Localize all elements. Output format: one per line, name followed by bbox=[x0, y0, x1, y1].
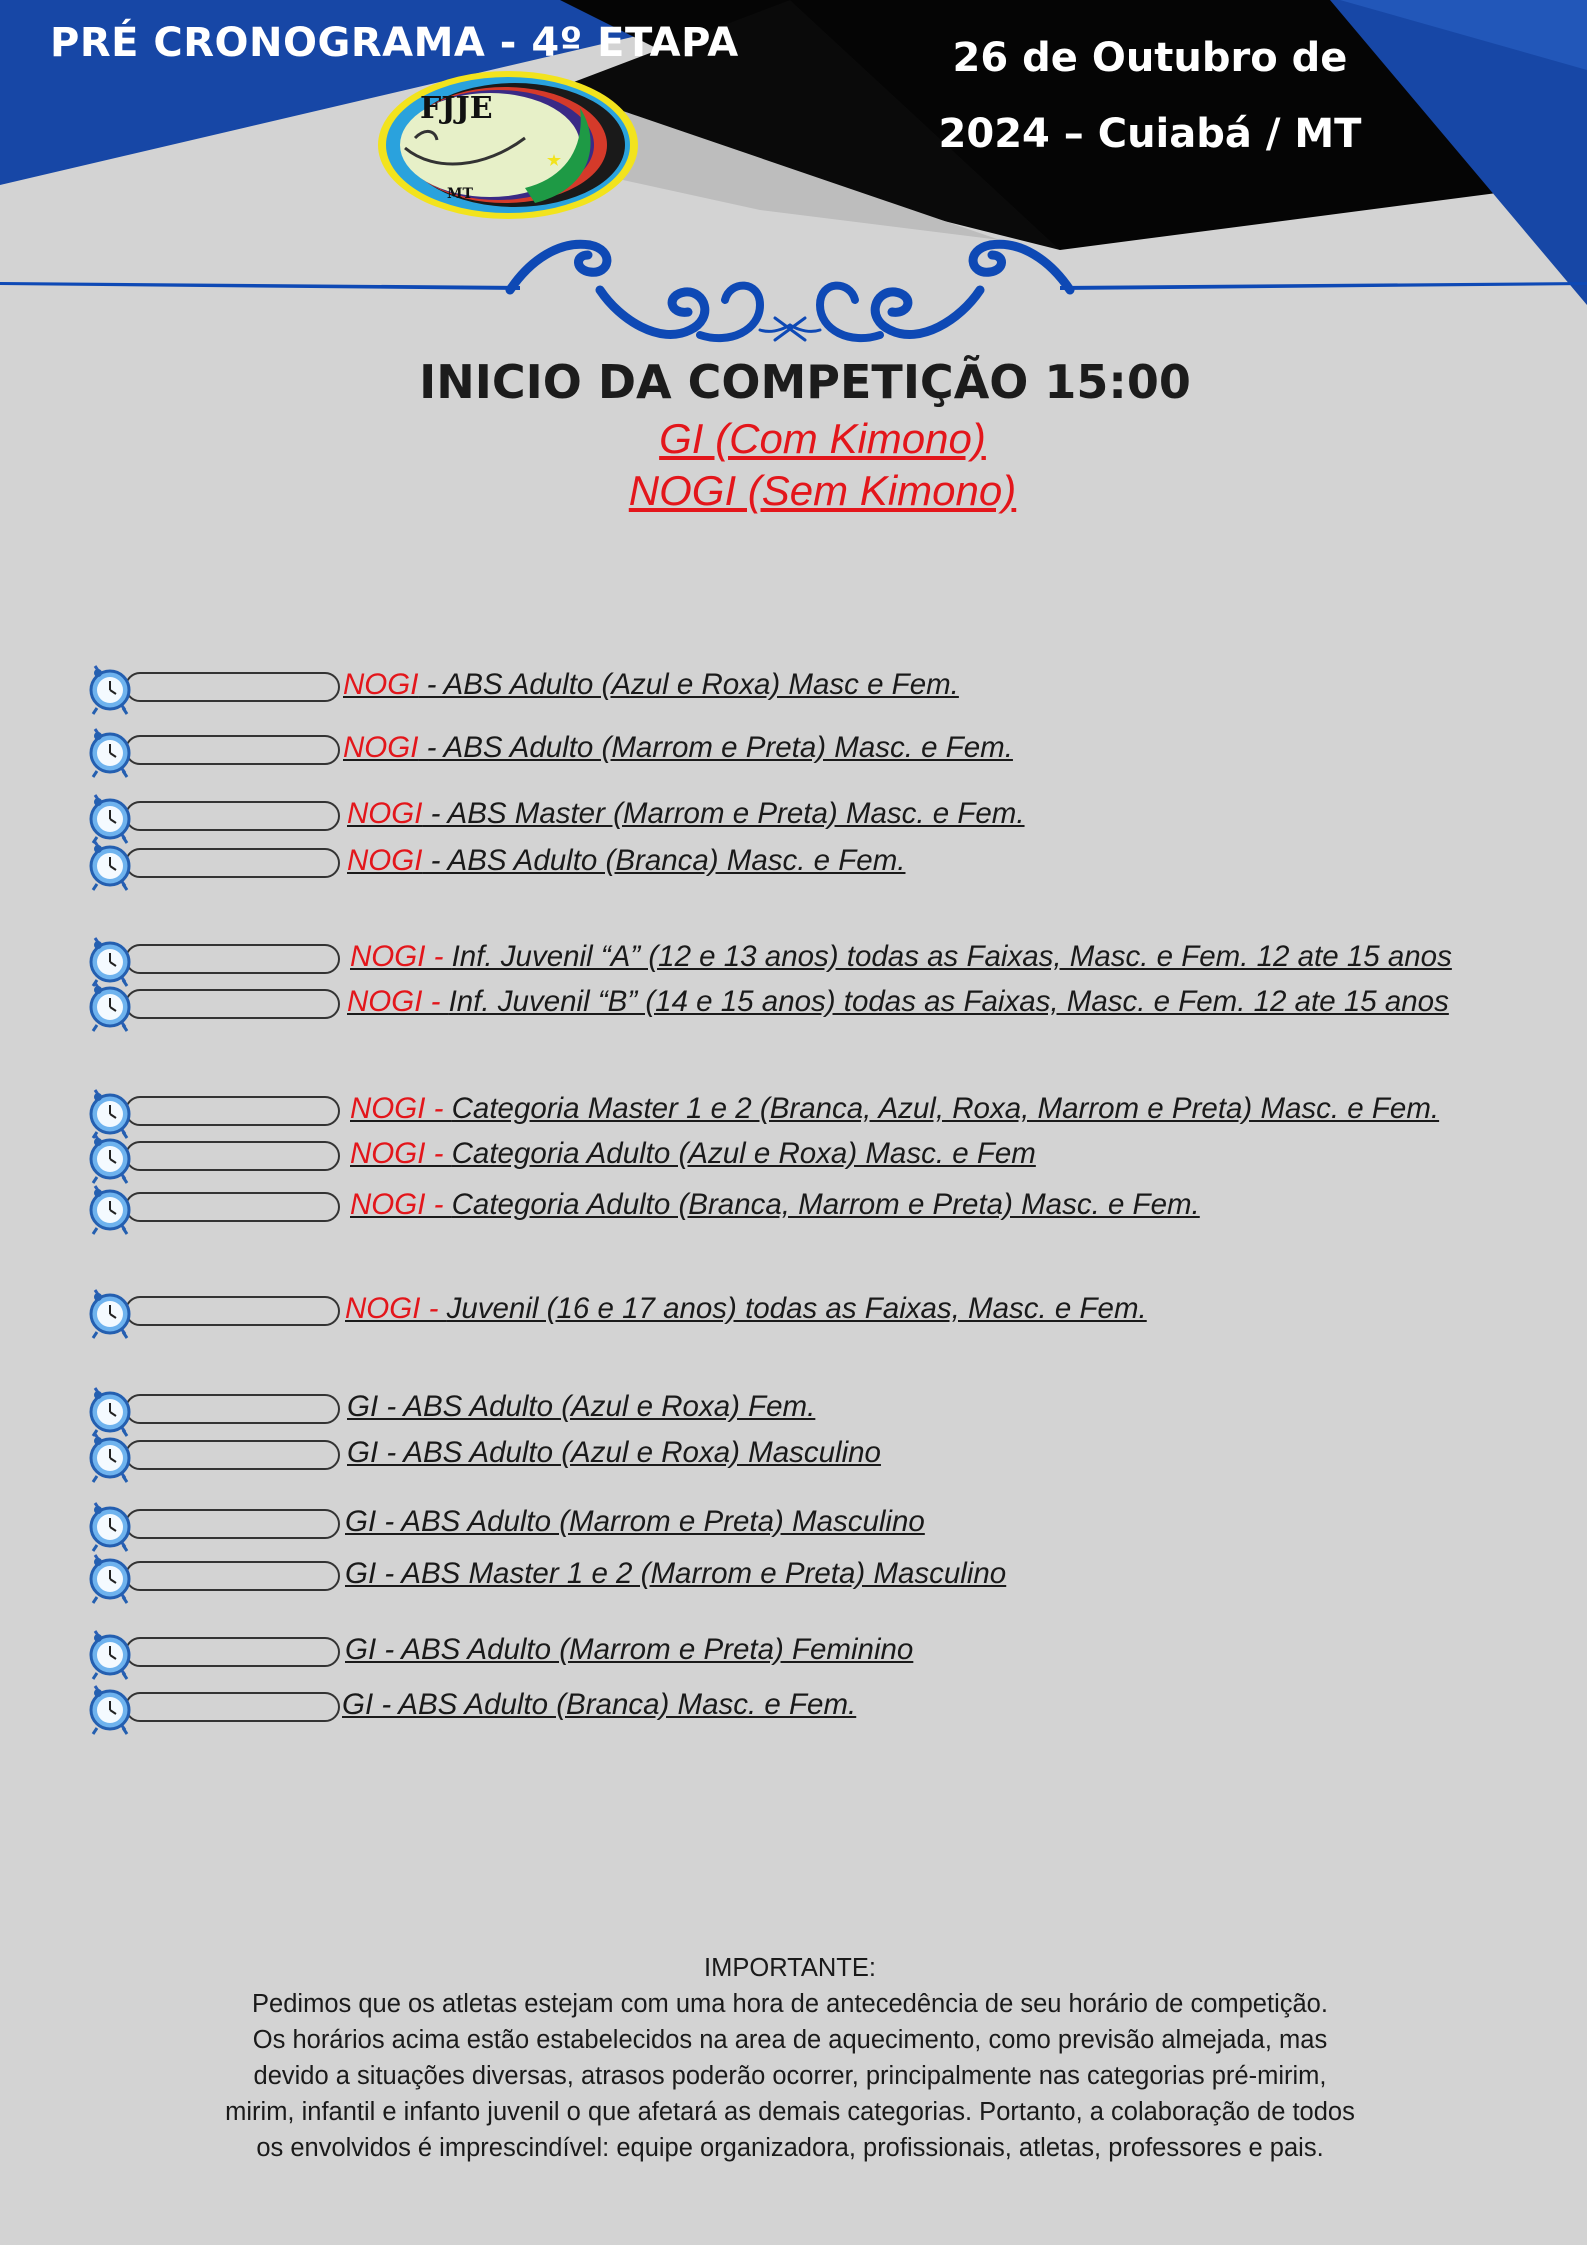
schedule-row bbox=[85, 1688, 1565, 1738]
important-notice bbox=[90, 1950, 1490, 2166]
schedule-row bbox=[85, 1505, 1565, 1555]
alarm-clock-icon bbox=[85, 723, 135, 779]
time-slot-field bbox=[125, 1141, 340, 1171]
entry-label: Categoria Adulto (Branca, Marrom e Preta) Masc. e Fem. bbox=[451, 1188, 1200, 1221]
time-slot-field bbox=[125, 735, 340, 765]
schedule-entry-text bbox=[345, 1633, 913, 1667]
entry-prefix: NOGI - bbox=[350, 1092, 452, 1125]
alarm-clock-icon bbox=[85, 836, 135, 892]
notice-line: Pedimos que os atletas estejam com uma hora de antecedência de seu horário de competição. bbox=[252, 1990, 1328, 2018]
schedule-row bbox=[85, 1292, 1565, 1342]
schedule-row bbox=[85, 1188, 1565, 1238]
alarm-clock-icon bbox=[85, 1549, 135, 1605]
time-slot-field bbox=[125, 1561, 340, 1591]
entry-label: GI - ABS Master 1 e 2 (Marrom e Preta) Masculino bbox=[345, 1557, 1007, 1590]
date-line-2: 2024 – Cuiabá / MT bbox=[938, 111, 1362, 157]
alarm-clock-icon bbox=[85, 1625, 135, 1681]
entry-prefix: NOGI - bbox=[350, 1137, 452, 1170]
schedule-row bbox=[85, 1390, 1565, 1440]
important-heading: IMPORTANTE: bbox=[704, 1954, 876, 1982]
schedule-row bbox=[85, 985, 1565, 1035]
schedule-row bbox=[85, 797, 1565, 847]
schedule-entry-text bbox=[347, 797, 1025, 831]
time-slot-field bbox=[125, 1394, 340, 1424]
entry-label: GI - ABS Adulto (Azul e Roxa) Fem. bbox=[347, 1390, 816, 1423]
entry-prefix: NOGI bbox=[343, 731, 419, 764]
alarm-clock-icon bbox=[85, 1284, 135, 1340]
time-slot-field bbox=[125, 801, 340, 831]
time-slot-field bbox=[125, 672, 340, 702]
schedule-row bbox=[85, 1436, 1565, 1486]
alarm-clock-icon bbox=[85, 660, 135, 716]
entry-label: Categoria Adulto (Azul e Roxa) Masc. e Fem bbox=[451, 1137, 1036, 1170]
entry-label: - ABS Adulto (Branca) Masc. e Fem. bbox=[422, 844, 906, 877]
entry-label: GI - ABS Adulto (Branca) Masc. e Fem. bbox=[342, 1688, 857, 1721]
fjje-logo bbox=[375, 68, 641, 222]
time-slot-field bbox=[125, 989, 340, 1019]
entry-label: Juvenil (16 e 17 anos) todas as Faixas, Masc. e Fem. bbox=[446, 1292, 1147, 1325]
entry-prefix: NOGI - bbox=[347, 985, 449, 1018]
schedule-entry-text bbox=[350, 1092, 1439, 1126]
entry-prefix: NOGI - bbox=[350, 940, 452, 973]
nogi-mode-label: NOGI (Sem Kimono) bbox=[628, 467, 1017, 514]
schedule-row bbox=[85, 731, 1565, 781]
schedule-entry-text bbox=[345, 1292, 1147, 1326]
schedule-row bbox=[85, 1137, 1565, 1187]
entry-label: - ABS Adulto (Azul e Roxa) Masc e Fem. bbox=[418, 668, 959, 701]
time-slot-field bbox=[125, 1440, 340, 1470]
entry-prefix: NOGI - bbox=[345, 1292, 447, 1325]
entry-label: Inf. Juvenil “B” (14 e 15 anos) todas as Faixas, Masc. e Fem. 12 ate 15 anos bbox=[448, 985, 1449, 1018]
entry-prefix: NOGI - bbox=[350, 1188, 452, 1221]
alarm-clock-icon bbox=[85, 1680, 135, 1736]
schedule-row bbox=[85, 1557, 1565, 1607]
schedule-entry-text bbox=[342, 1688, 856, 1722]
time-slot-field bbox=[125, 1692, 340, 1722]
schedule-row bbox=[85, 668, 1565, 718]
time-slot-field bbox=[125, 1509, 340, 1539]
alarm-clock-icon bbox=[85, 977, 135, 1033]
time-slot-field bbox=[125, 1296, 340, 1326]
alarm-clock-icon bbox=[85, 1428, 135, 1484]
schedule-entry-text bbox=[350, 1188, 1200, 1222]
schedule-entry-text bbox=[347, 1436, 881, 1470]
entry-label: Inf. Juvenil “A” (12 e 13 anos) todas as Faixas, Masc. e Fem. 12 ate 15 anos bbox=[451, 940, 1452, 973]
entry-prefix: NOGI bbox=[347, 844, 423, 877]
schedule-row bbox=[85, 940, 1565, 990]
schedule-row bbox=[85, 844, 1565, 894]
schedule-entry-text bbox=[345, 1557, 1006, 1591]
event-date bbox=[925, 20, 1375, 172]
schedule-row bbox=[85, 1092, 1565, 1142]
gi-mode-label: GI (Com Kimono) bbox=[659, 415, 986, 462]
entry-label: GI - ABS Adulto (Azul e Roxa) Masculino bbox=[347, 1436, 881, 1469]
notice-line: mirim, infantil e infanto juvenil o que afetará as demais categorias. Portanto, a colaboração de todos bbox=[225, 2098, 1355, 2126]
competition-start-title: INICIO DA COMPETIÇÃO 15:00 bbox=[419, 355, 1191, 409]
notice-line: os envolvidos é imprescindível: equipe organizadora, profissionais, atletas, professores e pais. bbox=[256, 2134, 1324, 2162]
date-line-1: 26 de Outubro de bbox=[952, 35, 1348, 81]
entry-prefix: NOGI bbox=[347, 797, 423, 830]
alarm-clock-icon bbox=[85, 1129, 135, 1185]
schedule-entry-text bbox=[350, 1137, 1036, 1171]
time-slot-field bbox=[125, 1192, 340, 1222]
entry-label: GI - ABS Adulto (Marrom e Preta) Feminino bbox=[345, 1633, 914, 1666]
logo-name: FJJE bbox=[420, 91, 493, 126]
entry-label: - ABS Adulto (Marrom e Preta) Masc. e Fem. bbox=[418, 731, 1013, 764]
logo-state: MT bbox=[447, 186, 473, 202]
time-slot-field bbox=[125, 944, 340, 974]
schedule-row bbox=[85, 1633, 1565, 1683]
entry-label: - ABS Master (Marrom e Preta) Masc. e Fem. bbox=[422, 797, 1025, 830]
entry-label: GI - ABS Adulto (Marrom e Preta) Masculino bbox=[345, 1505, 925, 1538]
schedule-entry-text bbox=[343, 731, 1013, 765]
time-slot-field bbox=[125, 848, 340, 878]
notice-line: Os horários acima estão estabelecidos na area de aquecimento, como previsão almejada, mas bbox=[252, 2026, 1328, 2054]
schedule-entry-text bbox=[347, 985, 1449, 1019]
entry-prefix: NOGI bbox=[343, 668, 419, 701]
entry-label: Categoria Master 1 e 2 (Branca, Azul, Roxa, Marrom e Preta) Masc. e Fem. bbox=[451, 1092, 1440, 1125]
page-title: PRÉ CRONOGRAMA - 4º ETAPA bbox=[50, 20, 739, 66]
notice-line: devido a situações diversas, atrasos poderão ocorrer, principalmente nas categorias pré-mirim, bbox=[253, 2062, 1327, 2090]
schedule-entry-text bbox=[343, 668, 959, 702]
ornament-divider bbox=[0, 244, 1587, 340]
schedule-entry-text bbox=[345, 1505, 925, 1539]
time-slot-field bbox=[125, 1096, 340, 1126]
alarm-clock-icon bbox=[85, 1497, 135, 1553]
alarm-clock-icon bbox=[85, 1180, 135, 1236]
time-slot-field bbox=[125, 1637, 340, 1667]
schedule-entry-text bbox=[347, 1390, 815, 1424]
schedule-entry-text bbox=[347, 844, 905, 878]
schedule-entry-text bbox=[350, 940, 1452, 974]
